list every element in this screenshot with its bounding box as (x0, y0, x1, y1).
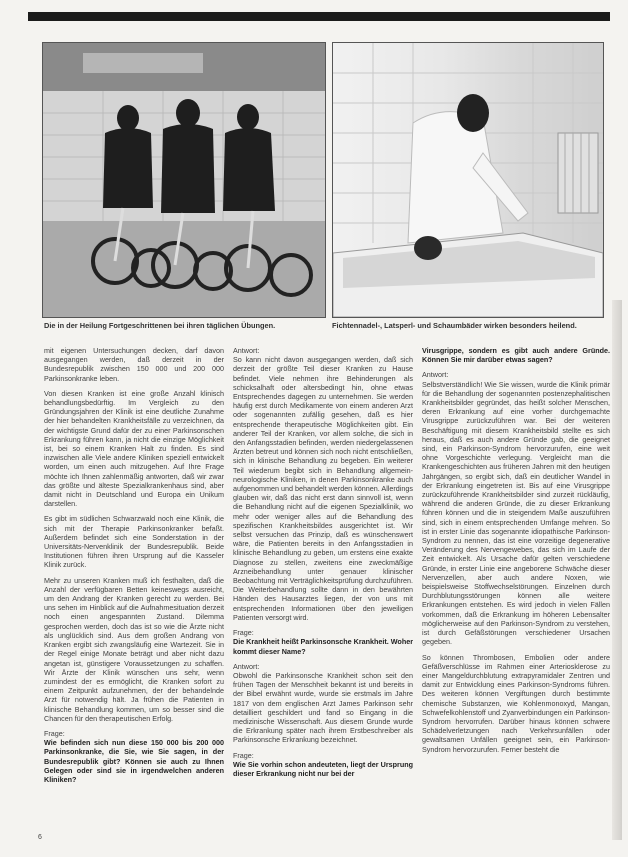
speaker-label: Frage: (44, 728, 65, 738)
interview-question: Virusgrippe, sondern es gibt auch andere Gründe. Können Sie mir darüber etwas sagen? (422, 346, 610, 365)
speaker-label: Frage: (233, 628, 254, 638)
body-paragraph: Es gibt im südlichen Schwarzwald noch eine Klinik, die sich mit der Therapie Parkinsonkranker befaßt. Außerdem befindet sich eine Sonderstation in der Universitäts-Nervenklinik der Bundesrepublik. Beide Institutionen führen ihren Ursprung auf die Kasseler Klinik zurück. (44, 514, 224, 570)
text-column-2 (233, 346, 413, 841)
body-paragraph: Obwohl die Parkinsonsche Krankheit schon seit den frühen Tagen der Menschheit bekannt ist und bereits in der Bibel erwähnt wurde, wurde sie erstmals im Jahre 1817 von dem englischen Arzt James Parkinson sehr detailliert geschildert und fand so Eingang in die medizinische Wissenschaft. Aus diesem Grunde wurde die Erkrankung später nach ihrem Erstbeschreiber als Parkinsonsche Erkrankung bezeichnet. (233, 670, 413, 745)
body-paragraph: Von diesen Kranken ist eine große Anzahl klinisch behandlungsbedürftig. Im Vergleich zu den Gründungsjahren der Klinik ist eine deutliche Zunahme der hier behandelten Krankheitsfälle zu verzeichnen, da der wichtigste Grund dafür der zu einer Parkinsonschen Erkrankung führen kann, ja nicht die einzige Möglichkeit ist, bei so einem Kranken Halt zu finden. Es sind inzwischen alle Viele andere Kliniken speziell entwickelt worden, um einen auch mitzugehen. Auf Ihre Frage möchte ich Ihnen zahlenmäßig antworten, daß wir zwar das größte und älteste Spezialkrankenhaus sind, aber damit nicht in Deutschland und Europa ein Unikum darstellen. (44, 388, 224, 509)
page-number: 6 (38, 834, 42, 841)
body-paragraph: Mehr zu unseren Kranken muß ich festhalten, daß die Anzahl der verfügbaren Betten keineswegs ausreicht, um den Andrang der Kranken gerecht zu werden. Bei uns sehen im Hinblick auf die Aufnahmesituation derzeit noch einen angespannten Zustand. Dilemma gesprochen werden, doch das ist so wie die Ärzte nicht als unglücklich sind. Aus dem großen Andrang von Kranken ergibt sich zwangsläufig eine Wartezeit. Sie in der Regel einige Monate beträgt und aber nicht dazu angetan ist, günstigere Voraussetzungen zu schaffen. Wir Ärzte der Klinik wünschen uns sehr, wenn zumindest der es ermöglicht, die Kranken sofort zu einem Zeitpunkt aufzunehmen, der der behandelnde Arzt für notwendig hält. Ja frühen die Patienten in klinische Behandlung kommen, um so besser sind die Chancen für den therapeutischen Erfolg. (44, 575, 224, 723)
body-paragraph: So können Thrombosen, Embolien oder andere Gefäßverschlüsse im Rahmen einer Arteriosklerose zu einer Mangeldurchblutung extrapyramidaler Zentren und damit zur Entwicklung eines Parkinson-Syndroms führen. Des weiteren können Vergiftungen durch bestimmte chemische Substanzen, wie Kohlenmonoxyd, Mangan, Schwefelkohlenstoff und Zyanverbindungen ein Parkinson-Syndrom hervorrufen. Darüber hinaus können schwere Schädelverletzungen nach Verkehrsunfällen oder gewaltsamen Unfällen geeignet sein, ein Parkinson-Syndrom hervorzurufen. Ferner besteht die (422, 652, 610, 754)
body-paragraph: So kann nicht davon ausgegangen werden, daß sich derzeit der größte Teil dieser Kranken zu Hause befindet. Viele nehmen ihre Behinderungen als schicksalhaft oder altersbedingt hin, ohne etwas Entsprechendes dagegen zu unternehmen. Sie werden häufig erst durch Medikamente von einem anderen Arzt oder sogenannten zufällig gesehen, daß es hier entsprechende therapeutische Möglichkeiten gibt. Ein anderer Teil der Kranken, vor allem solche, die sich in den Anfangsstadien befinden, werden niedergelassenen Ärzten betreut und können sich noch nicht entschließen, sich in klinische Behandlung zu begeben. Ein weiterer Teil wiederum begibt sich in Behandlung allgemein-neurologische Kliniken, in denen Parkinsonkranke auch aufgenommen und behandelt werden können. Allerdings glauben wir, daß das nicht erst dann sinnvoll ist, wenn die Behandlung nicht auf die eigenen Spezialklinik, wo mehr oder weniger alles auf die Behandlung des spezifischen Krankheitsbildes ausgerichtet ist. Wir selbst versuchen das Prinzip, daß es wünschenswert wäre, die Patienten bereits in den Anfangsstadien in klinische Behandlung zu geben, um erstens eine exakte Diagnose zu stellen, zweitens eine zweckmäßige Arzneibehandlung unter genauer klinischer Beobachtung mit Verträglichkeitsprüfung durchzuführen. Die Weiterbehandlung sollte dann in den bewährten Händen des Hausarztes liegen, der von uns mit entsprechenden Informationen über den jeweiligen Patienten versorgt wird. (233, 355, 413, 622)
exercise-bikes-photo (42, 42, 326, 318)
body-paragraph: mit eigenen Untersuchungen decken, darf davon ausgegangen werden, daß derzeit in der Bundesrepublik zwischen 150 000 und 200 000 Parkinsonkranke leben. (44, 346, 224, 383)
text-column-1 (44, 346, 224, 841)
photo-caption-right: Fichtennadel-, Latsperl- und Schaumbäder wirken besonders heilend. (332, 321, 577, 330)
speaker-label: Antwort: (422, 370, 449, 380)
top-rule (28, 12, 610, 21)
speaker-label: Antwort: (233, 346, 260, 355)
text-column-3 (422, 346, 610, 841)
speaker-label: Antwort: (233, 661, 260, 671)
body-paragraph: Selbstverständlich! Wie Sie wissen, wurde die Klinik primär für die Behandlung der sogenannten postenzephalitischen Krankheitsbilder gegründet, das heißt solcher Menschen, deren Erkrankung auf eine vorher durchgemachte Virusgrippe zurückzuführen war. Bei der weiteren Beschäftigung mit diesem Krankheitsbild stellte es sich heraus, daß es auch andere Gründe gab, die geeignet sind, ein Parkinson-Syndrom hervorzurufen, eine weit ohne Vorgeschichte verlegung. Vergleicht man die Krankengeschichten aus früheren Jahren mit den heutigen Jahrgängen, so ergibt sich, daß ein deutlicher Wandel in der Erkrankung eingetreten ist. Bis auf eine Virusgrippe zurückzuführende Krankheitsbilder sind zurzeit rückläufig, während die anderen Gründe, die zu dieser Erkrankung führen können und die in steigendem Maße auszuführen sind, sich in einem entsprechenden Umfange mehren. So ist in erster Linie das sogenannte idiopathische Parkinson-Syndrom zu nennen, das ist eine vorzeitige degenerative Veränderung des Nervengewebes, das sich im Laufe der Zeit entwickelt. Als Ursache dafür gelten verschiedene Gründe, in erster Linie eine angeborene Schwäche dieser Nervenzellen, aber auch andere Noxen, wie beispielsweise Stoffwechselstörungen. Einzelnen durch Durchblutungsstörungen können alle weitere Erkrankungen entstehen. Es wird jedoch in vielen Fällen vorkommen, daß die Erkrankung im höheren Lebensalter möglicherweise auf den Parkinson-Syndrom zu verstehen, ist durch Gefäßstörungen verschiedener Ursachen gegeben. (422, 379, 610, 647)
photo-caption-left: Die in der Heilung Fortgeschrittenen bei ihren täglichen Übungen. (44, 321, 276, 330)
interview-question: Wie Sie vorhin schon andeuteten, liegt der Ursprung dieser Erkrankung nicht nur bei der (233, 759, 413, 778)
page-edge-shadow (612, 300, 622, 840)
bath-therapy-photo (332, 42, 604, 318)
interview-question: Wie befinden sich nun diese 150 000 bis 200 000 Parkinsonkranke, die Sie, wie Sie sagen, in der Bundesrepublik gibt? Können sie auch zu Ihnen Gelegen oder sind sie in irgendwelchen anderen Kliniken? (44, 738, 224, 784)
interview-question: Die Krankheit heißt Parkinsonsche Krankheit. Woher kommt dieser Name? (233, 637, 413, 656)
speaker-label: Frage: (233, 750, 254, 760)
